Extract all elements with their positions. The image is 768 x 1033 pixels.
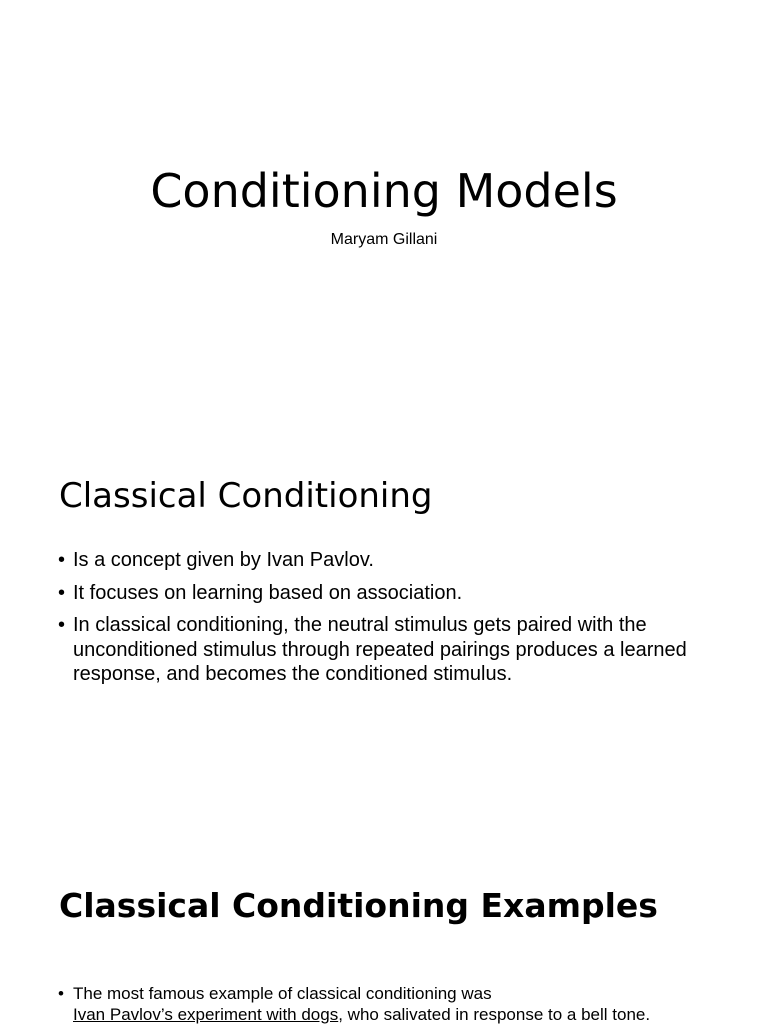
bullet-text: In classical conditioning, the neutral stimulus gets paired with the unconditioned stimulus through repeated pairings produces a learned response, and becomes the conditioned stimulus. [73,614,687,685]
bullet-item [58,613,718,687]
presentation-title: Conditioning Models [150,164,618,218]
bullet-icon: • [58,549,66,571]
bullet-text: The most famous example of classical conditioning was [73,984,492,1003]
bullet-list [58,548,718,695]
title-slide [0,0,768,420]
bullet-icon: • [58,984,64,1003]
bullet-item [58,581,718,606]
slide-title: Classical Conditioning Examples [59,886,658,925]
pavlov-experiment-link[interactable]: Ivan Pavlov’s experiment with dogs [73,1005,339,1024]
bullet-icon: • [58,581,66,604]
bullet-item [58,983,738,1025]
classical-conditioning-slide [0,420,768,840]
bullet-list [58,983,738,1033]
bullet-text-rest: , who salivated in response to a bell tone. [338,1005,651,1024]
bullet-text: It focuses on learning based on association. [73,581,463,604]
bullet-icon: • [58,614,66,636]
bullet-item [58,548,718,573]
examples-slide [0,840,768,1024]
slide-title: Classical Conditioning [59,476,433,516]
bullet-text: Is a concept given by Ivan Pavlov. [73,549,374,571]
author-name: Maryam Gillani [330,231,438,248]
